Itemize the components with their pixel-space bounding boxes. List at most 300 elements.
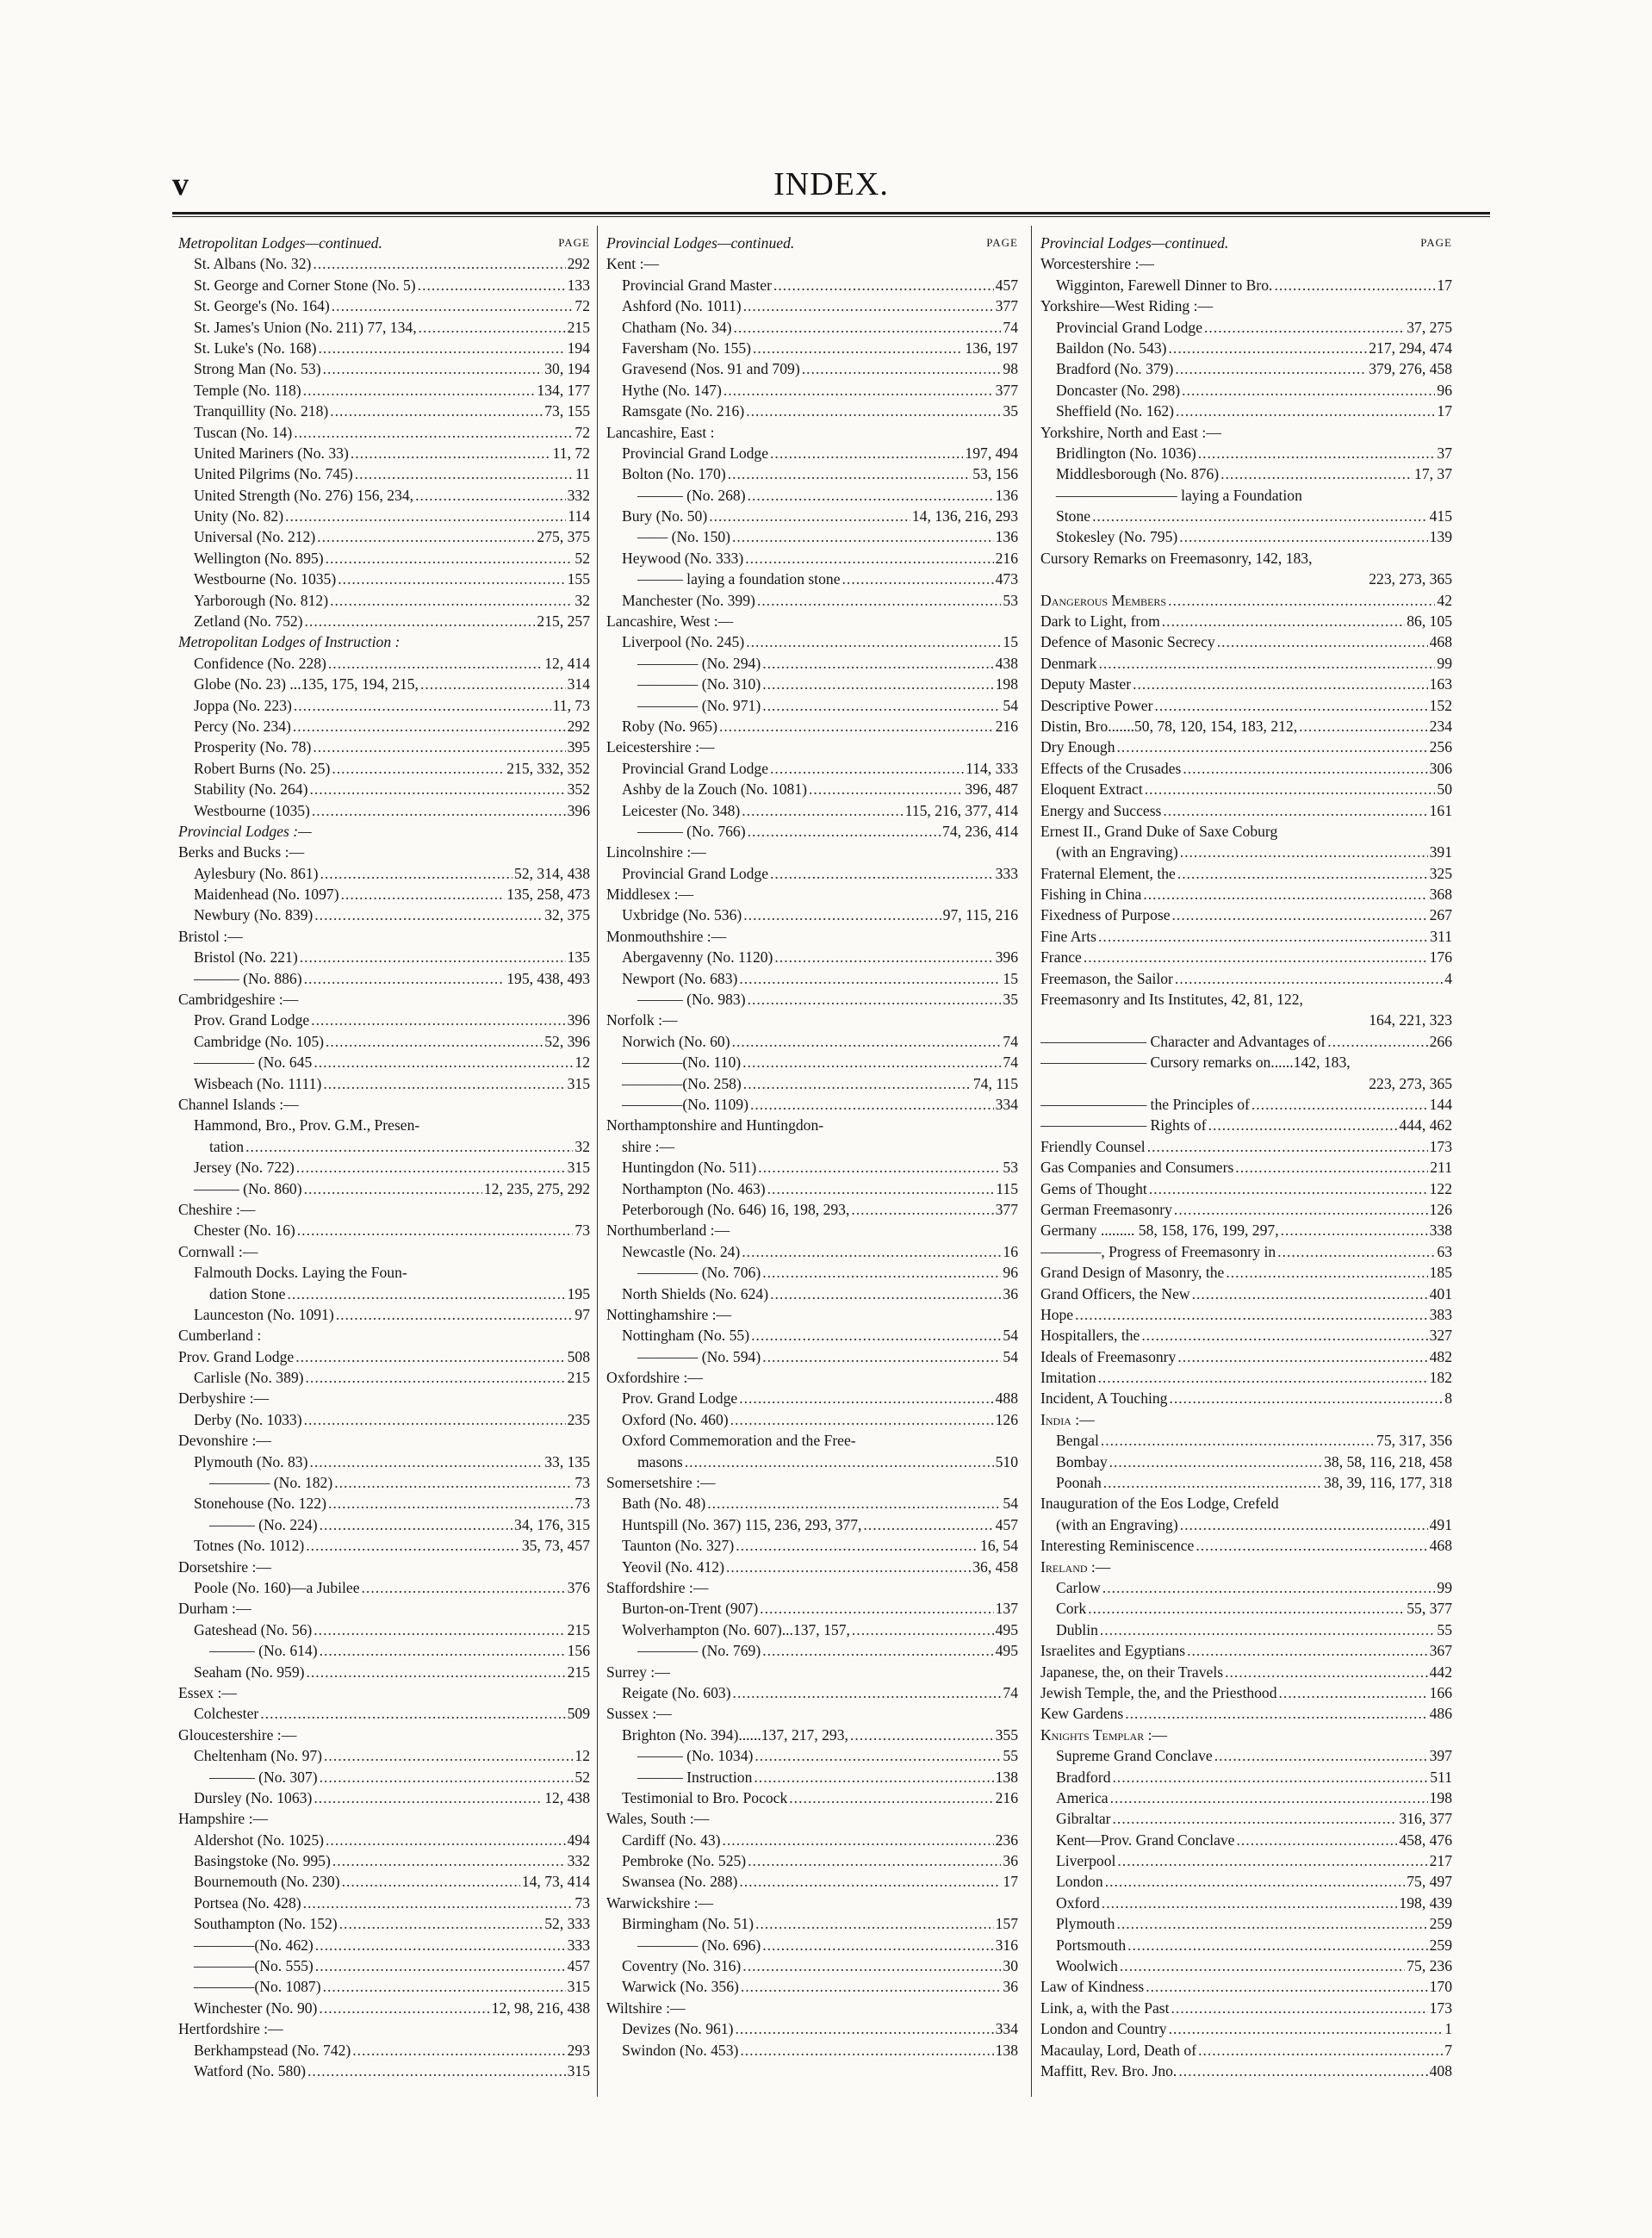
entry-text: Ashby de la Zouch (No. 1081): [622, 780, 807, 799]
leader-dots: [320, 1767, 574, 1787]
entry-text: Prov. Grand Lodge: [622, 1389, 738, 1408]
leader-dots: [863, 1514, 993, 1535]
index-entry: [606, 905, 1018, 926]
index-entry: [178, 1682, 590, 1703]
entry-text: Provincial Grand Master: [622, 276, 772, 294]
entry-pages: 12, 98, 216, 438: [491, 1999, 590, 2017]
entry-pages: 73: [574, 1222, 590, 1240]
index-entry: [1040, 947, 1452, 967]
leader-dots: [758, 1157, 1001, 1178]
entry-text: Provincial Grand Lodge: [622, 444, 769, 462]
leader-dots: [1110, 1787, 1428, 1808]
index-entry: [606, 1787, 1018, 1808]
index-column-2: [606, 233, 1018, 2109]
leader-dots: [320, 1514, 512, 1535]
index-entry: [178, 358, 590, 379]
entry-text: Totnes (No. 1012): [194, 1537, 305, 1555]
index-entry: [178, 1010, 590, 1030]
index-entry: [1040, 1976, 1452, 1997]
entry-text: Metropolitan Lodges of Instruction :: [178, 633, 401, 651]
entry-pages: 325: [1429, 864, 1452, 882]
entry-pages: 96: [1003, 1264, 1018, 1282]
index-entry: [606, 1935, 1018, 1955]
leader-dots: [300, 947, 566, 967]
index-entry: [1040, 1304, 1452, 1325]
entry-pages: 376: [567, 1578, 590, 1596]
entry-pages: 215, 332, 352: [506, 759, 590, 777]
entry-text: Newbury (No. 839): [194, 906, 314, 924]
entry-text: Yeovil (No. 412): [622, 1557, 724, 1576]
entry-pages: 144: [1429, 1096, 1452, 1113]
entry-pages: 55: [1437, 1620, 1452, 1638]
entry-pages: 8: [1444, 1389, 1452, 1408]
entry-text: ——— (No. 307): [209, 1768, 318, 1786]
entry-pages: 215: [567, 1620, 590, 1638]
index-entry: [1040, 905, 1452, 926]
entry-pages: 379, 276, 458: [1369, 360, 1452, 378]
entry-pages: 11: [575, 465, 590, 483]
entry-text: ——— (No. 614): [209, 1642, 318, 1660]
leader-dots: [1113, 1767, 1429, 1787]
index-entry: [178, 1199, 590, 1220]
entry-pages: 14, 73, 414: [521, 1873, 590, 1891]
index-entry: [178, 1115, 590, 1135]
leader-dots: [326, 1830, 566, 1850]
index-entry: [1040, 800, 1452, 821]
leader-dots: [318, 338, 565, 358]
index-entry: [606, 1557, 1018, 1577]
entry-text: ———— (No. 294): [637, 654, 761, 672]
index-entry: [606, 1430, 1018, 1451]
index-entry: [1040, 358, 1452, 379]
entry-pages: 211: [1430, 1159, 1452, 1177]
entry-pages: 74: [1003, 318, 1018, 336]
entry-pages: 74: [1003, 1032, 1018, 1050]
entry-text: London and Country: [1040, 2020, 1167, 2038]
leader-dots: [748, 1850, 1001, 1871]
entry-text: France: [1040, 948, 1082, 967]
entry-text: Colchester: [194, 1705, 259, 1723]
entry-pages: 508: [567, 1347, 590, 1365]
index-entry: [606, 1094, 1018, 1115]
entry-pages: 32: [574, 591, 590, 609]
index-entry: [1040, 631, 1452, 652]
entry-pages: 114: [568, 507, 590, 525]
entry-text: Northamptonshire and Huntingdon-: [606, 1116, 824, 1135]
index-entry: [606, 526, 1018, 547]
entry-pages: 54: [1003, 1347, 1018, 1365]
entry-text: Hospitallers, the: [1040, 1327, 1140, 1345]
entry-text: Freemasonry and Its Institutes, 42, 81, 122,: [1040, 991, 1303, 1009]
leader-dots: [323, 1073, 565, 1094]
index-entry: [1040, 526, 1452, 547]
entry-pages: 468: [1429, 1537, 1452, 1555]
entry-text: ——— (No. 860): [194, 1179, 302, 1197]
entry-text: Wigginton, Farewell Dinner to Bro.: [1056, 276, 1273, 294]
index-entry: [178, 863, 590, 884]
index-entry: [1040, 779, 1452, 799]
leader-dots: [742, 1052, 1001, 1072]
index-entry: [606, 1010, 1018, 1030]
entry-text: Kew Gardens: [1040, 1705, 1124, 1723]
entry-pages: 333: [567, 1936, 590, 1954]
entry-pages: 115, 216, 377, 414: [904, 801, 1018, 819]
entry-pages: 316: [995, 1936, 1018, 1954]
index-entry: [606, 1682, 1018, 1703]
entry-text: Cheshire :—: [178, 1200, 256, 1218]
entry-pages: 195: [567, 1284, 590, 1302]
entry-text: Wolverhampton (No. 607)...137, 157,: [622, 1620, 850, 1638]
leader-dots: [1281, 1220, 1428, 1240]
entry-pages: 32, 375: [544, 906, 590, 924]
entry-text: St. Luke's (No. 168): [194, 339, 317, 357]
leader-dots: [352, 2040, 565, 2061]
leader-dots: [1220, 463, 1413, 484]
index-entry: [178, 1830, 590, 1850]
index-entry: [1040, 1284, 1452, 1304]
index-entry: [178, 653, 590, 674]
entry-pages: 215, 257: [537, 612, 590, 631]
entry-pages: 223, 273, 365: [1369, 570, 1452, 588]
index-entry: [1040, 506, 1452, 526]
leader-dots: [1183, 758, 1427, 779]
entry-pages: 163: [1429, 675, 1452, 693]
entry-text: Warwickshire :—: [606, 1893, 714, 1912]
index-entry: [606, 1367, 1018, 1388]
index-entry: [606, 653, 1018, 674]
entry-pages: 115: [996, 1179, 1018, 1197]
column-divider: [1031, 226, 1032, 2097]
entry-pages: 395: [567, 738, 590, 756]
entry-text: Baildon (No. 543): [1056, 339, 1167, 357]
entry-text: Berkhampstead (No. 742): [194, 2041, 351, 2059]
entry-pages: 12, 235, 275, 292: [483, 1179, 590, 1197]
entry-text: Grand Design of Masonry, the: [1040, 1264, 1225, 1282]
index-entry: [178, 1619, 590, 1640]
entry-text: ————(No. 110): [622, 1054, 742, 1072]
entry-text: Peterborough (No. 646) 16, 198, 293,: [622, 1200, 850, 1218]
index-entry: [178, 1094, 590, 1115]
entry-text: ————(No. 1087): [194, 1978, 321, 1996]
entry-pages: 332: [567, 486, 590, 504]
entry-text: India :—: [1040, 1410, 1095, 1428]
index-entry: [606, 295, 1018, 316]
index-entry: [178, 1787, 590, 1808]
leader-dots: [1251, 1094, 1428, 1115]
index-entry: [606, 1830, 1018, 1850]
entry-text: Basingstoke (No. 995): [194, 1852, 331, 1870]
leader-dots: [1192, 1284, 1428, 1304]
entry-text: Somersetshire :—: [606, 1474, 716, 1492]
entry-text: Sussex :—: [606, 1705, 672, 1723]
entry-text: Chester (No. 16): [194, 1222, 295, 1240]
entry-text: Middlesex :—: [606, 886, 694, 904]
entry-pages: 37, 275: [1407, 318, 1452, 336]
entry-pages: 155: [567, 570, 590, 588]
index-entry: [1040, 1220, 1452, 1240]
leader-dots: [319, 1998, 489, 2018]
index-entry: [1040, 1514, 1452, 1535]
index-entry: [1040, 989, 1452, 1010]
entry-pages: 16, 54: [980, 1537, 1018, 1555]
leader-dots: [742, 800, 903, 821]
entry-text: Devonshire :—: [178, 1432, 271, 1450]
index-entry: [606, 1514, 1018, 1535]
entry-text: Cambridgeshire :—: [178, 991, 299, 1009]
index-entry: [606, 463, 1018, 484]
index-entry: [178, 1325, 590, 1346]
entry-text: Bristol (No. 221): [194, 948, 298, 967]
leader-dots: [850, 1725, 994, 1745]
leader-dots: [762, 1262, 1001, 1283]
index-entry: [1040, 653, 1452, 674]
entry-pages: 54: [1003, 1327, 1018, 1345]
entry-pages: 4: [1444, 969, 1452, 987]
leader-dots: [304, 1409, 566, 1430]
index-entry: [1040, 884, 1452, 905]
index-entry: [1040, 1136, 1452, 1157]
entry-pages: 511: [1430, 1768, 1452, 1786]
leader-dots: [1235, 1157, 1428, 1178]
entry-pages: 97, 115, 216: [942, 906, 1018, 924]
leader-dots: [1075, 1304, 1428, 1325]
leader-dots: [760, 1598, 993, 1619]
leader-dots: [685, 1452, 994, 1472]
entry-text: Hythe (No. 147): [622, 381, 722, 399]
entry-pages: 73, 155: [544, 402, 590, 420]
leader-dots: [742, 1955, 1001, 1976]
entry-text: Jersey (No. 722): [194, 1159, 295, 1177]
index-entry: [1040, 1767, 1452, 1787]
entry-pages: 12: [574, 1054, 590, 1072]
entry-text: Prov. Grand Lodge: [194, 1011, 310, 1029]
leader-dots: [762, 1935, 993, 1955]
index-entry: [606, 863, 1018, 884]
leader-dots: [1279, 1682, 1428, 1703]
index-entry: [178, 590, 590, 611]
index-entry: [606, 1850, 1018, 1871]
leader-dots: [419, 317, 566, 338]
entry-pages: 315: [567, 1978, 590, 1996]
entry-text: America: [1056, 1788, 1109, 1806]
index-entry: [178, 1178, 590, 1199]
entry-text: St. Albans (No. 32): [194, 255, 312, 273]
leader-dots: [732, 526, 994, 547]
entry-text: Woolwich: [1056, 1957, 1118, 1975]
entry-pages: 486: [1429, 1705, 1452, 1723]
index-entry: [1040, 1682, 1452, 1703]
entry-text: ——————— Cursory remarks on......142, 183,: [1040, 1054, 1351, 1072]
index-entry: [606, 926, 1018, 947]
entry-text: Wiltshire :—: [606, 1999, 686, 2017]
entry-pages: 32: [574, 1137, 590, 1155]
entry-pages: 367: [1429, 1642, 1452, 1660]
index-entry: [178, 338, 590, 358]
entry-pages: 166: [1429, 1683, 1452, 1701]
leader-dots: [260, 1703, 565, 1724]
leader-dots: [1098, 926, 1428, 947]
index-entry: [606, 317, 1018, 338]
entry-text: Bath (No. 48): [622, 1495, 706, 1513]
entry-text: Middlesborough (No. 876): [1056, 465, 1220, 483]
leader-dots: [323, 1976, 566, 1997]
index-entry: [1040, 2040, 1452, 2061]
leader-dots: [1162, 611, 1405, 631]
entry-text: Joppa (No. 223): [194, 696, 292, 714]
entry-pages: 377: [995, 297, 1018, 315]
column-heading: [606, 233, 1018, 253]
index-entry: [178, 1535, 590, 1556]
entry-pages: 73: [574, 1474, 590, 1492]
leader-dots: [1117, 1850, 1427, 1871]
entry-pages: 35, 73, 457: [521, 1537, 590, 1555]
entry-text: Manchester (No. 399): [622, 591, 755, 609]
leader-dots: [328, 1493, 573, 1514]
entry-pages: 53: [1003, 1159, 1018, 1177]
leader-dots: [719, 716, 994, 737]
index-entry: [1040, 1346, 1452, 1367]
entry-pages: 36: [1003, 1852, 1018, 1870]
entry-pages: 15: [1003, 633, 1018, 651]
entry-pages: 491: [1429, 1515, 1452, 1533]
entry-text: Heywood (No. 333): [622, 549, 744, 567]
entry-pages: 74, 115: [972, 1074, 1018, 1092]
entry-pages: 408: [1429, 2061, 1452, 2079]
entry-text: Cambridge (No. 105): [194, 1032, 324, 1050]
entry-text: Stonehouse (No. 122): [194, 1495, 326, 1513]
index-entry: [606, 779, 1018, 799]
leader-dots: [1125, 1703, 1427, 1724]
entry-pages: 327: [1429, 1327, 1452, 1345]
entry-text: Chatham (No. 34): [622, 318, 732, 336]
entry-text: Taunton (No. 327): [622, 1537, 735, 1555]
entry-pages: 53, 156: [972, 465, 1018, 483]
entry-text: Bristol :—: [178, 927, 243, 945]
leader-dots: [742, 1241, 1001, 1262]
leader-dots: [852, 1619, 994, 1640]
index-entry: [178, 1493, 590, 1514]
index-entry: [178, 1241, 590, 1262]
leader-dots: [314, 905, 543, 926]
entry-pages: 99: [1437, 654, 1452, 672]
leader-dots: [1092, 506, 1428, 526]
leader-dots: [762, 1346, 1001, 1367]
index-entry: [606, 1178, 1018, 1199]
entry-text: ————(No. 555): [194, 1957, 314, 1975]
index-entry: [1040, 1913, 1452, 1934]
entry-pages: 275, 375: [537, 528, 590, 546]
leader-dots: [755, 1913, 994, 1934]
leader-dots: [351, 443, 551, 463]
entry-pages: 126: [1429, 1200, 1452, 1218]
entry-pages: 338: [1429, 1222, 1452, 1240]
index-entry: [606, 1472, 1018, 1493]
entry-text: Pembroke (No. 525): [622, 1852, 747, 1870]
entry-pages: 52, 333: [544, 1915, 590, 1933]
entry-pages: 75, 317, 356: [1376, 1432, 1452, 1450]
index-entry: [178, 2018, 590, 2039]
entry-text: Ireland :—: [1040, 1557, 1111, 1576]
leader-dots: [330, 401, 543, 421]
index-entry: [606, 590, 1018, 611]
entry-text: Percy (No. 234): [194, 717, 291, 735]
entry-pages: 12, 438: [544, 1788, 590, 1806]
entry-text: (with an Engraving): [1056, 843, 1178, 861]
leader-dots: [1105, 1871, 1405, 1892]
entry-pages: 333: [995, 864, 1018, 882]
leader-dots: [773, 275, 994, 295]
leader-dots: [757, 590, 1002, 611]
leader-dots: [1179, 526, 1427, 547]
entry-text: Japanese, the, on their Travels: [1040, 1663, 1224, 1681]
entry-pages: 17: [1003, 1873, 1018, 1891]
entry-text: Provincial Grand Lodge: [1056, 318, 1203, 336]
index-entry: [178, 1893, 590, 1913]
index-entry: [1040, 821, 1452, 842]
entry-pages: 34, 176, 315: [514, 1515, 590, 1533]
index-column-3: [1040, 233, 1452, 2109]
entry-pages: 38, 58, 116, 218, 458: [1324, 1452, 1452, 1470]
leader-dots: [723, 1830, 994, 1850]
entry-pages: 55, 377: [1407, 1600, 1452, 1618]
entry-pages: 383: [1429, 1305, 1452, 1323]
index-entry: [1040, 1871, 1452, 1892]
index-entry: [1040, 401, 1452, 421]
index-entry: [1040, 380, 1452, 401]
entry-text: German Freemasonry: [1040, 1200, 1172, 1218]
entry-text: Channel Islands :—: [178, 1096, 299, 1113]
entry-pages: 197, 494: [965, 444, 1018, 462]
entry-pages: 11, 73: [552, 696, 590, 714]
leader-dots: [311, 1010, 565, 1030]
entry-pages: 315: [567, 1159, 590, 1177]
entry-pages: 259: [1429, 1915, 1452, 1933]
entry-pages: 332: [567, 1852, 590, 1870]
page-number: v: [172, 166, 189, 202]
entry-text: Winchester (No. 90): [194, 1999, 318, 2017]
entry-text: Inauguration of the Eos Lodge, Crefeld: [1040, 1495, 1279, 1513]
leader-dots: [1198, 2040, 1443, 2061]
entry-pages: 442: [1429, 1663, 1452, 1681]
leader-dots: [1117, 737, 1428, 757]
index-entry: [1040, 1830, 1452, 1850]
entry-pages: 482: [1429, 1347, 1452, 1365]
index-entry: [178, 1262, 590, 1283]
leader-dots: [1237, 1830, 1398, 1850]
leader-dots: [851, 1199, 993, 1220]
leader-dots: [1274, 275, 1435, 295]
index-entry: [606, 1136, 1018, 1157]
entry-pages: 52: [574, 1768, 590, 1786]
index-entry: [1040, 1850, 1452, 1871]
entry-pages: 36: [1003, 1284, 1018, 1302]
entry-text: Eloquent Extract: [1040, 780, 1143, 799]
index-entry: [1040, 737, 1452, 757]
entry-text: Strong Man (No. 53): [194, 360, 321, 378]
index-entry: [1040, 863, 1452, 884]
index-entry: [606, 1220, 1018, 1240]
entry-text: Friendly Counsel: [1040, 1137, 1146, 1155]
leader-dots: [1171, 1998, 1428, 2018]
index-entry: [178, 1284, 590, 1304]
entry-text: Westbourne (1035): [194, 801, 310, 819]
entry-pages: 292: [567, 255, 590, 273]
entry-text: ——— Instruction: [637, 1768, 753, 1786]
entry-pages: 396: [995, 948, 1018, 967]
entry-text: Gems of Thought: [1040, 1179, 1147, 1197]
index-entry: [178, 1031, 590, 1052]
leader-dots: [743, 1073, 972, 1094]
